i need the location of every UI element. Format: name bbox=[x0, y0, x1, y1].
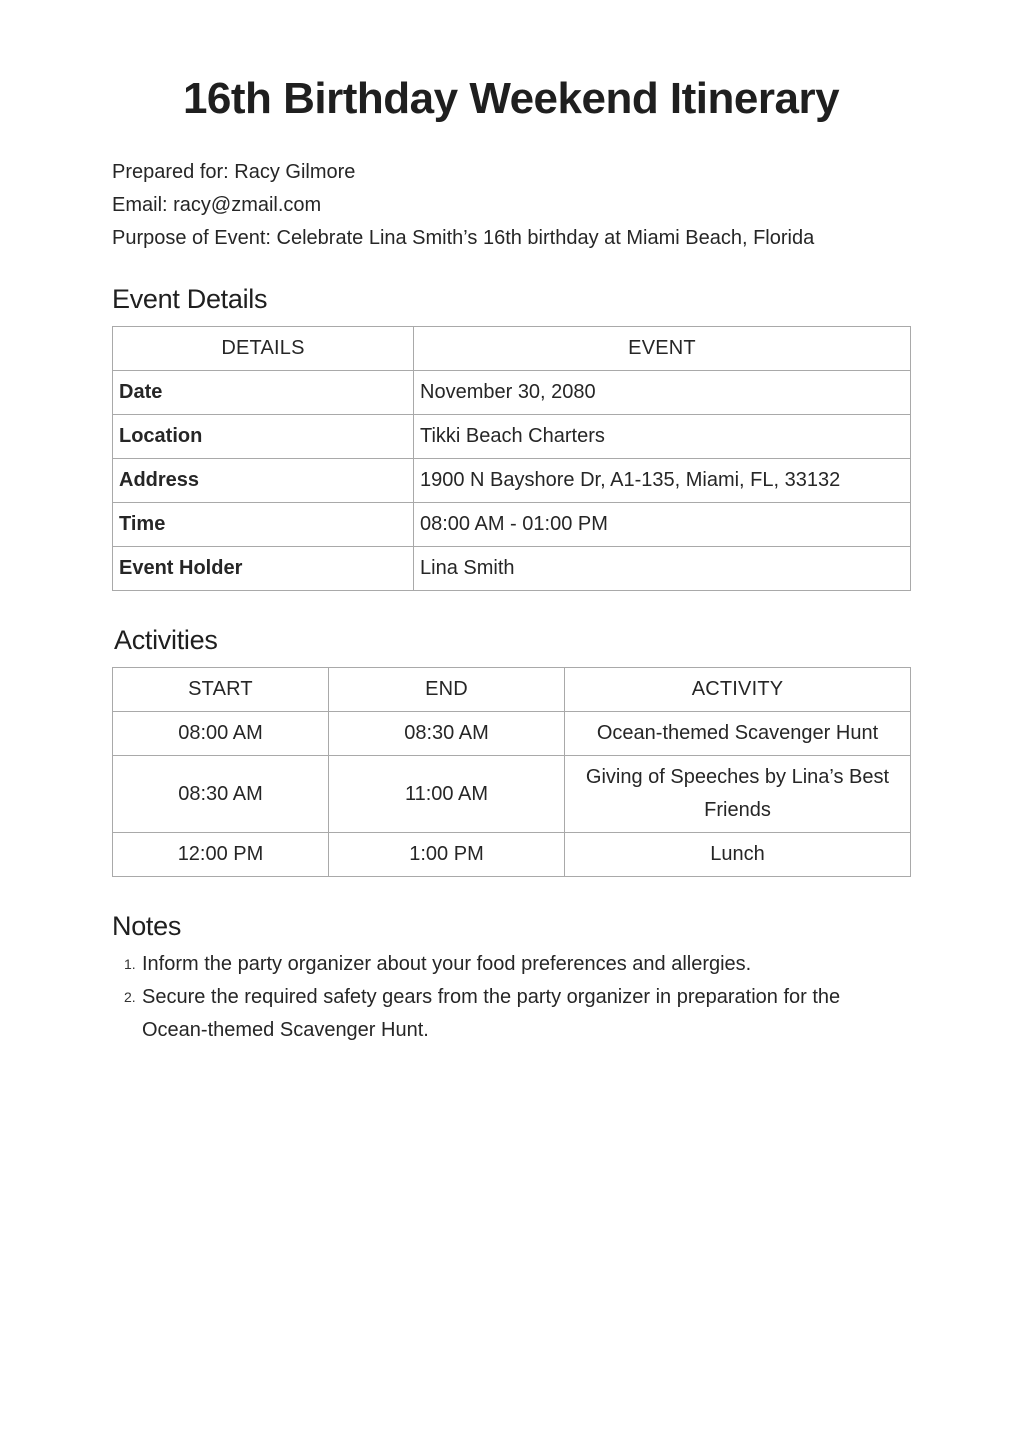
document-title: 16th Birthday Weekend Itinerary bbox=[182, 74, 840, 123]
list-item-text: Secure the required safety gears from the party organizer in preparation for the Ocean-themed Scavenger Hunt. bbox=[142, 986, 841, 1041]
detail-label: Time bbox=[113, 503, 414, 547]
list-item bbox=[112, 948, 910, 981]
notes-heading: Notes bbox=[112, 911, 182, 941]
column-header-details: DETAILS bbox=[113, 327, 414, 371]
activity-name: Giving of Speeches by Lina’s Best Friends bbox=[565, 756, 911, 833]
table-row bbox=[113, 371, 911, 415]
activities-heading: Activities bbox=[114, 625, 218, 655]
detail-label: Address bbox=[113, 459, 414, 503]
list-item bbox=[112, 981, 910, 1047]
activities-table bbox=[112, 667, 911, 877]
column-header-end: END bbox=[329, 668, 565, 712]
table-row bbox=[113, 833, 911, 877]
list-item-text: Inform the party organizer about your food preferences and allergies. bbox=[142, 953, 752, 975]
activity-start: 08:30 AM bbox=[113, 756, 329, 833]
table-row bbox=[113, 756, 911, 833]
document-meta bbox=[112, 156, 910, 255]
purpose-line: Purpose of Event: Celebrate Lina Smith’s 16th birthday at Miami Beach, Florida bbox=[112, 227, 815, 249]
detail-label: Location bbox=[113, 415, 414, 459]
table-row bbox=[113, 415, 911, 459]
activity-end: 1:00 PM bbox=[329, 833, 565, 877]
prepared-for-line: Prepared for: Racy Gilmore bbox=[112, 161, 356, 183]
detail-label: Event Holder bbox=[113, 547, 414, 591]
table-row bbox=[113, 712, 911, 756]
column-header-start: START bbox=[113, 668, 329, 712]
list-item-number: 2. bbox=[124, 989, 136, 1005]
detail-value: November 30, 2080 bbox=[414, 371, 911, 415]
detail-value: Lina Smith bbox=[414, 547, 911, 591]
column-header-event: EVENT bbox=[414, 327, 911, 371]
table-header-row bbox=[113, 668, 911, 712]
detail-value: Tikki Beach Charters bbox=[414, 415, 911, 459]
table-row bbox=[113, 503, 911, 547]
table-header-row bbox=[113, 327, 911, 371]
activity-end: 11:00 AM bbox=[329, 756, 565, 833]
column-header-activity: ACTIVITY bbox=[565, 668, 911, 712]
event-details-table bbox=[112, 326, 911, 591]
notes-list bbox=[112, 948, 910, 1047]
email-line: Email: racy@zmail.com bbox=[112, 194, 322, 216]
activity-start: 08:00 AM bbox=[113, 712, 329, 756]
table-row bbox=[113, 459, 911, 503]
activity-name: Ocean-themed Scavenger Hunt bbox=[565, 712, 911, 756]
list-item-number: 1. bbox=[124, 956, 136, 972]
detail-label: Date bbox=[113, 371, 414, 415]
event-details-heading: Event Details bbox=[112, 284, 268, 314]
detail-value: 08:00 AM - 01:00 PM bbox=[414, 503, 911, 547]
table-row bbox=[113, 547, 911, 591]
activity-end: 08:30 AM bbox=[329, 712, 565, 756]
detail-value: 1900 N Bayshore Dr, A1-135, Miami, FL, 33132 bbox=[414, 459, 911, 503]
activity-start: 12:00 PM bbox=[113, 833, 329, 877]
activity-name: Lunch bbox=[565, 833, 911, 877]
